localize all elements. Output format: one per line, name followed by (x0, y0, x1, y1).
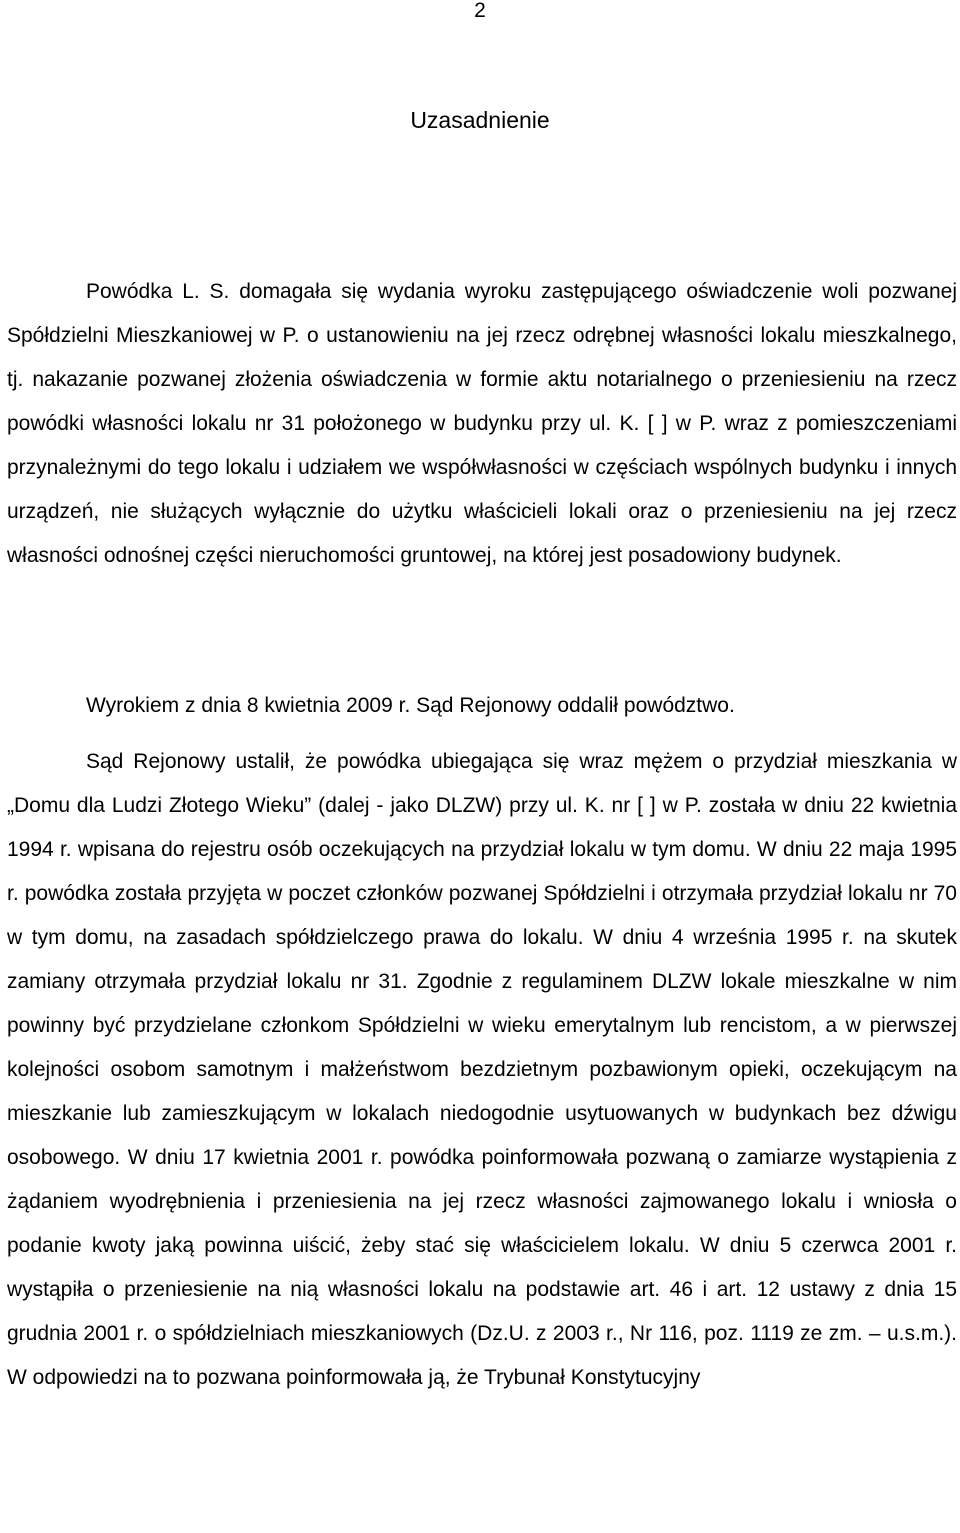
page-number: 2 (474, 0, 486, 22)
paragraph-judgment: Wyrokiem z dnia 8 kwietnia 2009 r. Sąd Rejonowy oddalił powództwo. (86, 694, 735, 717)
paragraph-claim: Powódka L. S. domagała się wydania wyroku zastępującego oświadczenie woli pozwanej Spółdzielni Mieszkaniowej w P. o ustanowieniu na jej rzecz odrębnej własności lokalu mieszkalnego, tj. nakazanie pozwanej złożenia oświadczenia w formie aktu notarialnego o przeniesieniu na rzecz powódki własności lokalu nr 31 położonego w budynku przy ul. K. [ ] w P. wraz z pomieszczeniami przynależnymi do tego lokalu i udziałem we współwłasności w częściach wspólnych budynku i innych urządzeń, nie służących wyłącznie do użytku właścicieli lokali oraz o przeniesieniu na jej rzecz własności odnośnej części nieruchomości gruntowej, na której jest posadowiony budynek. (7, 280, 957, 567)
paragraph-findings: Sąd Rejonowy ustalił, że powódka ubiegająca się wraz mężem o przydział mieszkania w „Domu dla Ludzi Złotego Wieku” (dalej - jako DLZW) przy ul. K. nr [ ] w P. została w dniu 22 kwietnia 1994 r. wpisana do rejestru osób oczekujących na przydział lokalu w tym domu. W dniu 22 maja 1995 r. powódka została przyjęta w poczet członków pozwanej Spółdzielni i otrzymała przydział lokalu nr 70 w tym domu, na zasadach spółdzielczego prawa do lokalu. W dniu 4 września 1995 r. na skutek zamiany otrzymała przydział lokalu nr 31. Zgodnie z regulaminem DLZW lokale mieszkalne w nim powinny być przydzielane członkom Spółdzielni w wieku emerytalnym lub rencistom, a w pierwszej kolejności osobom samotnym i małżeństwom bezdzietnym pozbawionym opieki, oczekującym na mieszkanie lub zamieszkującym w lokalach niedogodnie usytuowanych w budynkach bez dźwigu osobowego. W dniu 17 kwietnia 2001 r. powódka poinformowała pozwaną o zamiarze wystąpienia z żądaniem wyodrębnienia i przeniesienia na jej rzecz własności zajmowanego lokalu i wniosła o podanie kwoty jaką powinna uiścić, żeby stać się właścicielem lokalu. W dniu 5 czerwca 2001 r. wystąpiła o przeniesienie na nią własności lokalu na podstawie art. 46 i art. 12 ustawy z dnia 15 grudnia 2001 r. o spółdzielniach mieszkaniowych (Dz.U. z 2003 r., Nr 116, poz. 1119 ze zm. – u.s.m.). W odpowiedzi na to pozwana poinformowała ją, że Trybunał Konstytucyjny (7, 750, 957, 1389)
document-title: Uzasadnienie (410, 107, 550, 133)
